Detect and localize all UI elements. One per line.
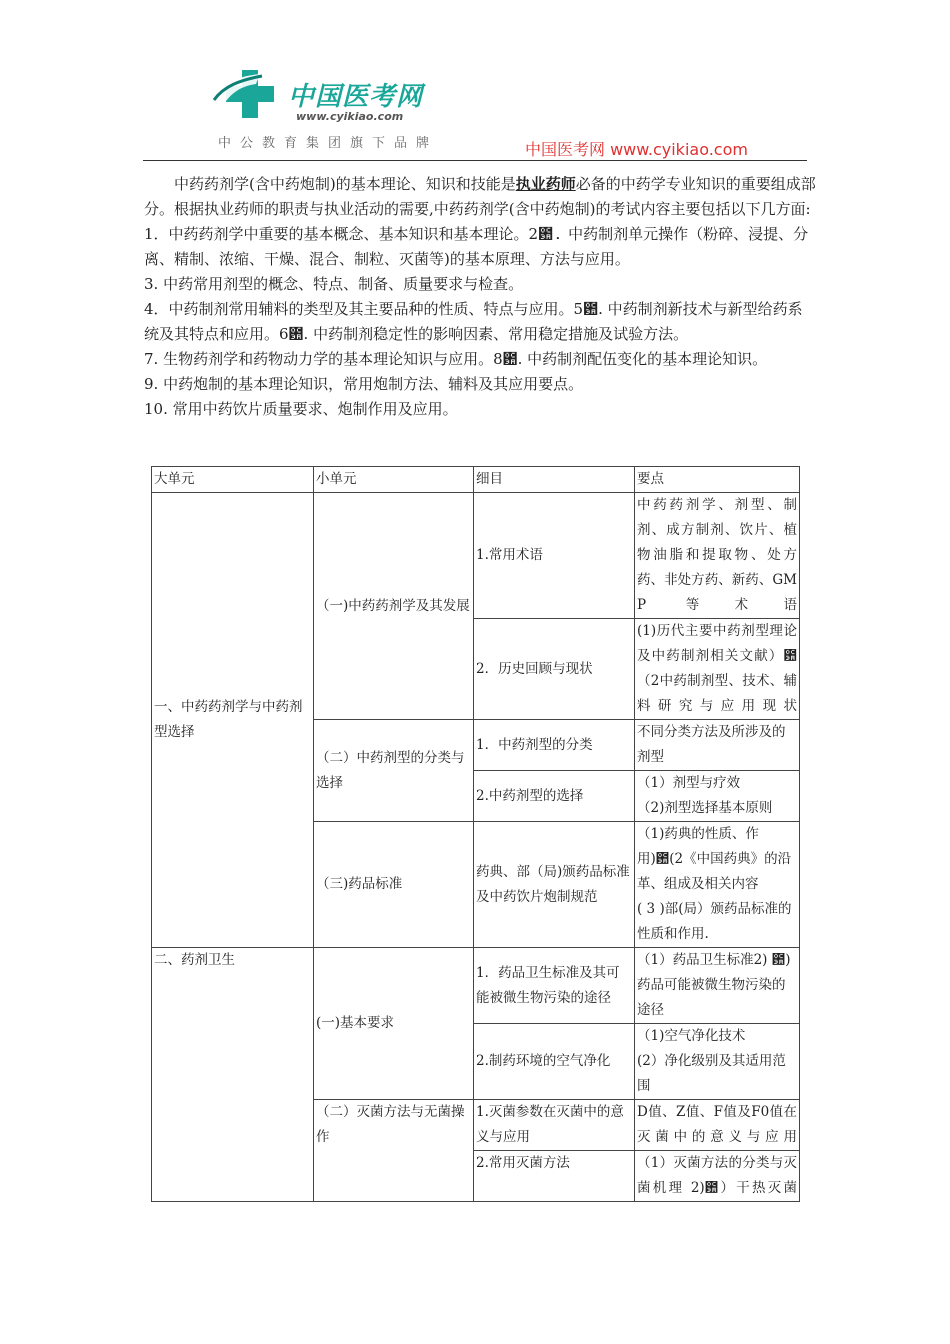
logo-url: www.cyikiao.com [296, 110, 404, 123]
intro-text-b: 必备的中药学专业知识的重要组成部分。根据执业药师的职责与执业活动的需要,中药药剂学(含中药炮制)的考试内容主要包括以下几方面: [144, 175, 816, 218]
list-item-4: 4．中药制剂常用辅料的类型及其主要品种的性质、特点与应用。5఺. 中药制剂新技术与新型给药系统及其特点和应用。6఺. 中药制剂稳定性的影响因素、常用稳定措施及试验方法。 [144, 300, 803, 343]
list-item-10: 10. 常用中药饮片质量要求、炮制作用及应用。 [144, 400, 458, 418]
table-header-row [152, 467, 800, 493]
item-cell: 2.中药剂型的选择 [474, 771, 635, 822]
point-cell: （1）灭菌方法的分类与灭菌机理 2)఺）干热灭菌 [635, 1151, 800, 1202]
header-divider [143, 160, 807, 161]
subunit-cell: （二）灭菌方法与无菌操作 [314, 1100, 474, 1202]
list-item-9: 9. 中药炮制的基本理论知识，常用炮制方法、辅料及其应用要点。 [144, 375, 584, 393]
point-cell: D值、Z值、F值及F0值在灭菌中的意义与应用 [635, 1100, 800, 1151]
point-cell: （1)药典的性质、作用)఺(2《中国药典》的沿革、组成及相关内容 ( 3 )部(局）颁药品标准的性质和作用. [635, 822, 800, 948]
item-cell: 2.常用灭菌方法 [474, 1151, 635, 1202]
header-cell: 要点 [635, 467, 800, 493]
unit-cell: 二、药剂卫生 [152, 948, 314, 1202]
item-cell: 药典、部（局)颁药品标准及中药饮片炮制规范 [474, 822, 635, 948]
medical-cross-icon [212, 66, 282, 126]
intro-text-a: 中药药剂学(含中药炮制)的基本理论、知识和技能是 [174, 175, 516, 193]
item-cell: 1.常用术语 [474, 493, 635, 619]
list-item-7: 7. 生物药剂学和药物动力学的基本理论知识与应用。8఺. 中药制剂配伍变化的基本理论知识。 [144, 350, 768, 368]
point-cell: 中药药剂学、剂型、制剂、成方制剂、饮片、植物油脂和提取物、处方药、非处方药、新药、GMP 等术语 [635, 493, 800, 619]
logo-slogan: 中公教育集团旗下品牌 [218, 136, 439, 151]
table-row [152, 493, 800, 619]
item-cell: 2．历史回顾与现状 [474, 619, 635, 720]
intro-paragraph [144, 172, 816, 222]
subunit-cell: （一)中药药剂学及其发展 [314, 493, 474, 720]
subunit-cell: （三)药品标准 [314, 822, 474, 948]
point-cell: （1)空气净化技术 (2）净化级别及其适用范围 [635, 1024, 800, 1100]
unit-cell: 一、中药药剂学与中药剂型选择 [152, 493, 314, 948]
point-cell: 不同分类方法及所涉及的剂型 [635, 720, 800, 771]
header-cell: 小单元 [314, 467, 474, 493]
subunit-cell: （二）中药剂型的分类与选择 [314, 720, 474, 822]
header-cell: 细目 [474, 467, 635, 493]
syllabus-table [151, 466, 800, 1202]
logo-name: 中国医考网 [288, 82, 424, 112]
list-item-1: 1．中药药剂学中重要的基本概念、基本知识和基本理论。2఺．中药制剂单元操作（粉碎、浸提、分离、精制、浓缩、干燥、混合、制粒、灭菌等)的基本原理、方法与应用。 [144, 225, 809, 268]
site-link[interactable]: 中国医考网 www.cyikiao.com [525, 140, 748, 159]
point-cell: （1）药品卫生标准2) ఺)药品可能被微生物污染的途径 [635, 948, 800, 1024]
brand-logo [212, 66, 462, 150]
point-cell: （1）剂型与疗效 （2)剂型选择基本原则 [635, 771, 800, 822]
item-cell: 1.灭菌参数在灭菌中的意义与应用 [474, 1100, 635, 1151]
item-cell: 1．药品卫生标准及其可能被微生物污染的途径 [474, 948, 635, 1024]
list-item-3: 3. 中药常用剂型的概念、特点、制备、质量要求与检查。 [144, 275, 524, 293]
intro-section [144, 172, 816, 422]
licensed-pharmacist-term: 执业药师 [515, 175, 576, 193]
subunit-cell: (一)基本要求 [314, 948, 474, 1100]
point-cell: (1)历代主要中药剂型理论及中药制剂相关文献）఺（2中药制剂型、技术、辅料研究与应用现状 [635, 619, 800, 720]
item-cell: 1．中药剂型的分类 [474, 720, 635, 771]
table-row [152, 948, 800, 1024]
item-cell: 2.制药环境的空气净化 [474, 1024, 635, 1100]
header-cell: 大单元 [152, 467, 314, 493]
